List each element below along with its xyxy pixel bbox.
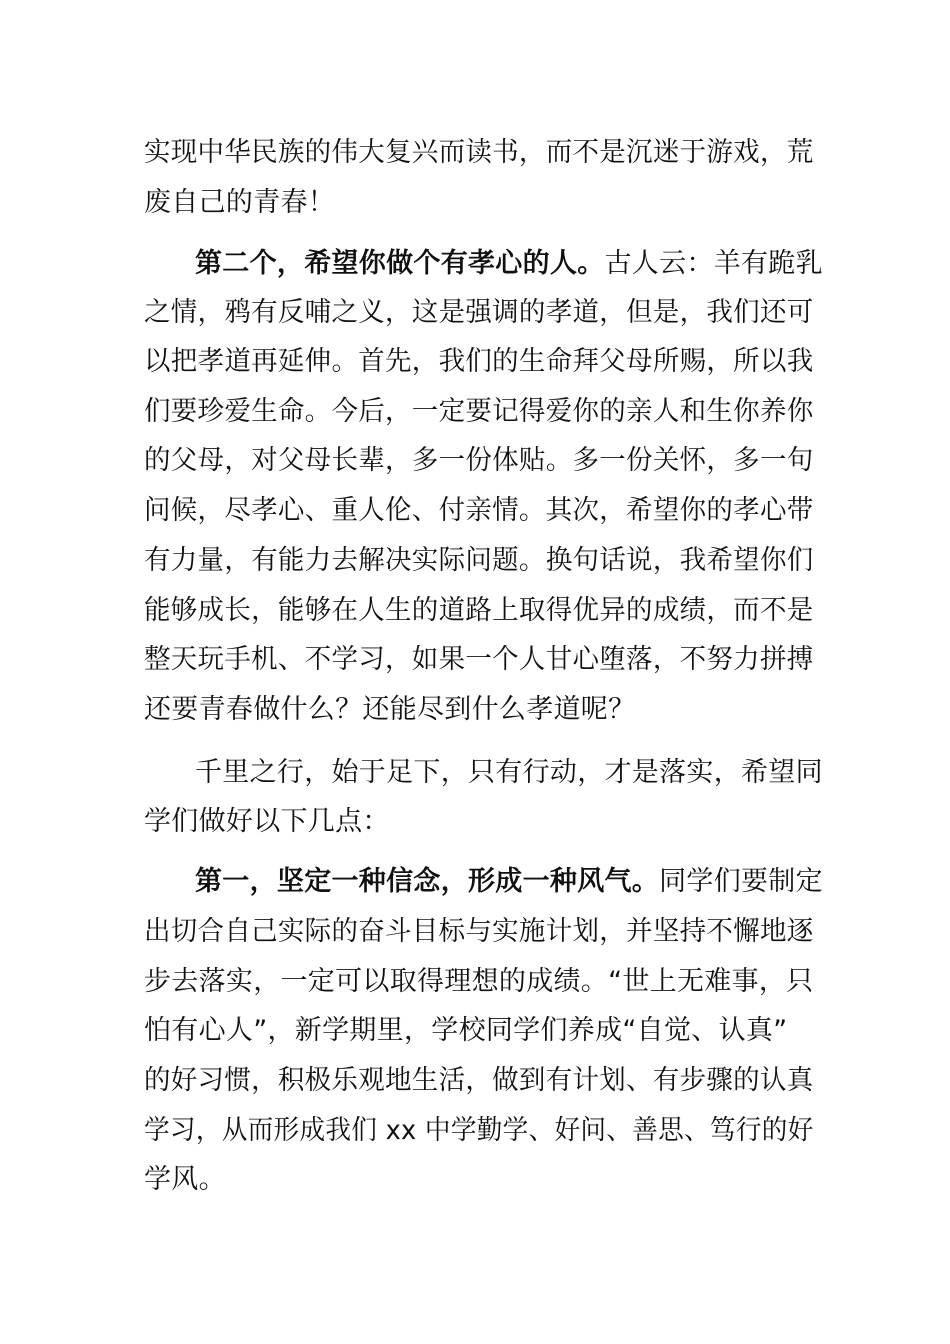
text-line [144, 536, 814, 586]
text-run: 以把孝道再延伸。首先，我们的生命拜父母所赐，所以我 [144, 346, 814, 377]
text-line [144, 288, 814, 338]
text-run: 步去落实，一定可以取得理想的成绩。“世上无难事，只 [144, 966, 814, 997]
bold-heading: 第一，坚定一种信念，形成一种风气。 [195, 866, 660, 897]
text-line [144, 586, 814, 636]
text-run: 之情，鸦有反哺之义，这是强调的孝道，但是，我们还可 [144, 297, 814, 328]
text-run: 同学们要制定 [659, 866, 823, 897]
text-run: 废自己的青春！ [144, 187, 336, 218]
text-run: 整天玩手机、不学习，如果一个人甘心堕落，不努力拼搏 [144, 644, 814, 675]
text-line [144, 337, 814, 387]
text-run: 千里之行，始于足下，只有行动，才是落实，希望同 [195, 757, 823, 788]
text-line [144, 1006, 814, 1056]
text-line [144, 907, 814, 957]
text-run: 有力量，有能力去解决实际问题。换句话说，我希望你们 [144, 545, 814, 576]
text-run: 学们做好以下几点： [144, 806, 390, 837]
text-line [144, 1155, 814, 1205]
text-run: 实现中华民族的伟大复兴而读书，而不是沉迷于游戏，荒 [144, 137, 814, 168]
text-line [144, 178, 814, 228]
bold-heading: 第二个，希望你做个有孝心的人。 [195, 248, 605, 279]
text-run: 的好习惯，积极乐观地生活，做到有计划、有步骤的认真 [144, 1065, 814, 1096]
text-line [144, 387, 814, 437]
text-run: 问候，尽孝心、重人伦、付亲情。其次，希望你的孝心带 [144, 495, 814, 526]
text-line [144, 797, 814, 847]
text-run: 能够成长，能够在人生的道路上取得优异的成绩，而不是 [144, 595, 814, 626]
text-run: 还要青春做什么？还能尽到什么孝道呢？ [144, 694, 636, 725]
text-run: 学习，从而形成我们 xx 中学勤学、好问、善思、笃行的好 [144, 1115, 814, 1146]
text-line [144, 635, 814, 685]
text-line [144, 685, 814, 735]
text-line [144, 1106, 814, 1156]
text-line [144, 1056, 814, 1106]
text-run: 怕有心人”，新学期里，学校同学们养成“自觉、认真” [144, 1015, 788, 1046]
text-line [144, 436, 814, 486]
text-run: 的父母，对父母长辈，多一份体贴。多一份关怀，多一句 [144, 445, 814, 476]
text-run: 出切合自己实际的奋斗目标与实施计划，并坚持不懈地逐 [144, 916, 814, 947]
text-line [144, 486, 814, 536]
text-line [195, 239, 865, 289]
text-run: 古人云：羊有跪乳 [604, 248, 823, 279]
text-line [195, 857, 865, 907]
text-line [144, 128, 814, 178]
text-run: 学风。 [144, 1164, 226, 1195]
text-line [144, 957, 814, 1007]
text-run: 们要珍爱生命。今后，一定要记得爱你的亲人和生你养你 [144, 396, 814, 427]
text-line [195, 748, 865, 798]
